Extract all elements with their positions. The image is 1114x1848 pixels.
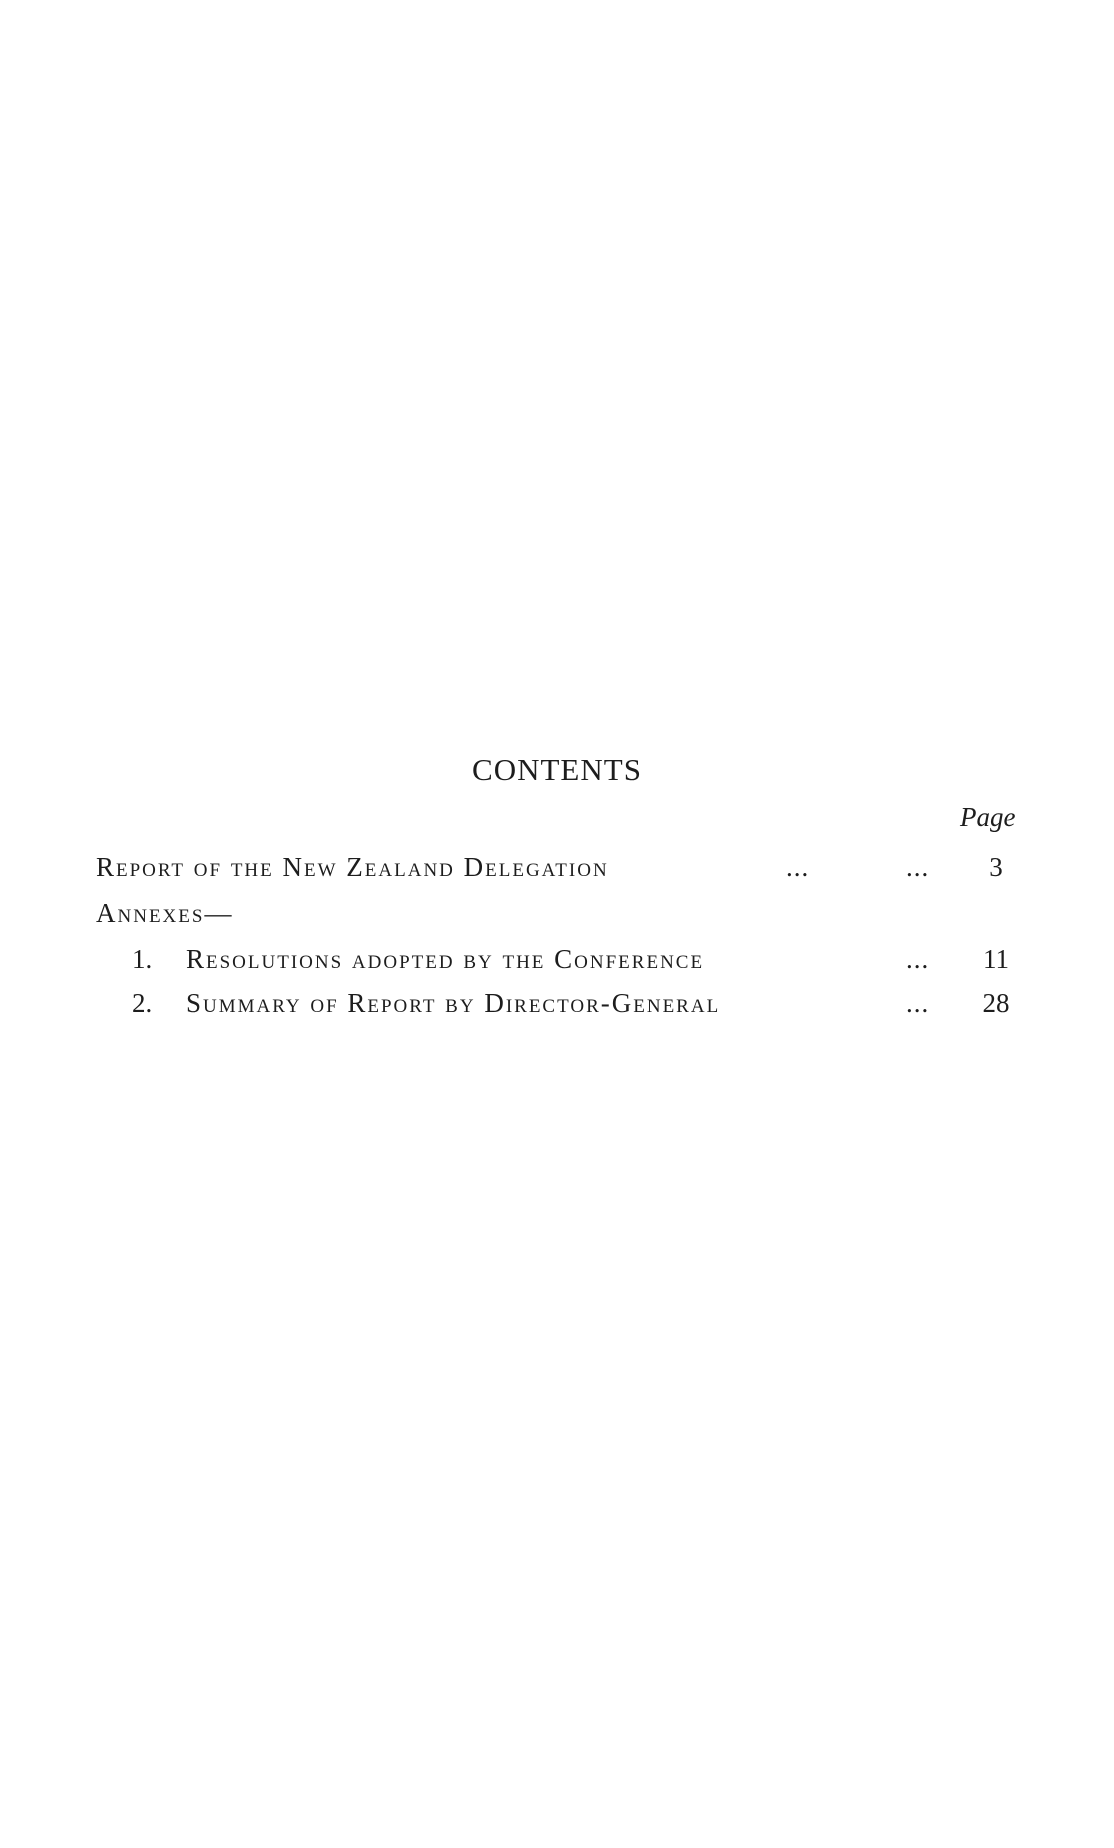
toc-page-number: 3: [989, 852, 1003, 882]
contents-heading: CONTENTS: [472, 752, 642, 787]
toc-entry-number: 2.: [132, 988, 153, 1018]
toc-entry-number: 1.: [132, 944, 153, 974]
toc-entry-summary[interactable]: [0, 988, 1114, 1028]
toc-entry-title: Resolutions adopted by the Conference: [186, 944, 705, 974]
toc-section-title: Annexes—: [96, 898, 234, 928]
toc-leader-dots: ...: [786, 852, 810, 882]
toc-entry-title: Report of the New Zealand Delegation: [96, 852, 609, 882]
toc-leader-dots: ...: [906, 988, 930, 1018]
toc-page-number: 28: [982, 988, 1010, 1018]
toc-section-annexes: [0, 898, 1114, 938]
toc-entry-title: Summary of Report by Director-General: [186, 988, 721, 1018]
toc-page-number: 11: [983, 944, 1009, 974]
toc-leader-dots: ...: [906, 852, 930, 882]
page-column-label: Page: [960, 802, 1016, 832]
toc-leader-dots: ...: [906, 944, 930, 974]
toc-entry-report[interactable]: [0, 852, 1114, 892]
toc-entry-resolutions[interactable]: [0, 944, 1114, 984]
